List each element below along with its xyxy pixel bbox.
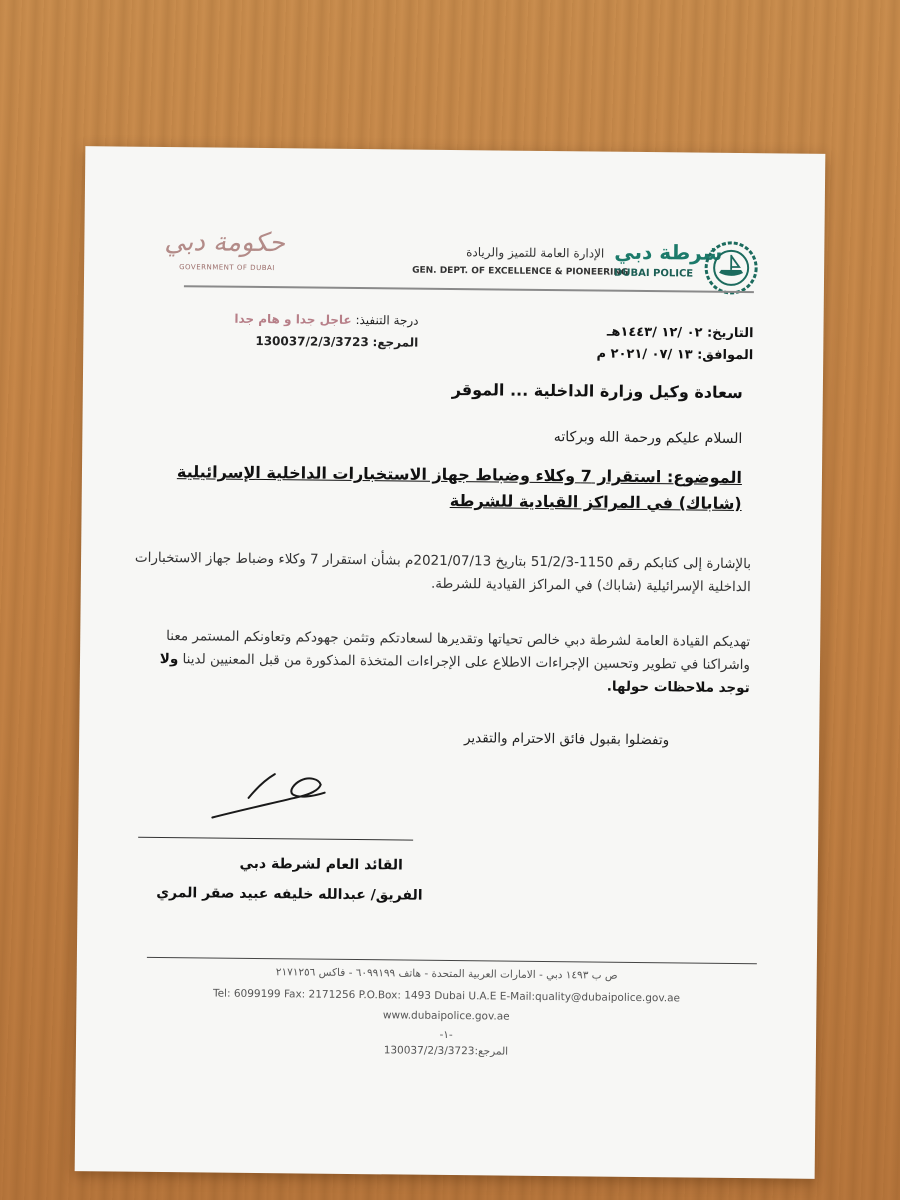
handwritten-signature (208, 765, 339, 826)
date-gregorian: الموافق: ١٣ /٠٧ /٢٠٢١ م (596, 346, 754, 364)
header-divider (184, 285, 754, 293)
classification-block (178, 307, 418, 354)
reference-label: المرجع: (372, 335, 419, 350)
date-block (596, 322, 753, 368)
body-paragraph-2-text: تهديكم القيادة العامة لشرطة دبي خالص تحياتها وتقديرها لسعادتكم وتثمن جهودكم وتعاونكم المستمر معنا واشراكنا في تطوير وتحسين الإجراءات الاطلاع على الإجراءات المتخذة المذكورة من قبل المعنيين لدينا (166, 628, 751, 674)
footer-website: www.dubaipolice.gov.ae (382, 1009, 510, 1023)
closing-line: وتفضلوا بقبول فائق الاحترام والتقدير (463, 730, 670, 749)
body-paragraph-2-emphasis: ولا توجد ملاحظات حولها. (159, 650, 750, 697)
reference-line (178, 329, 418, 354)
body-paragraph-2 (130, 625, 751, 700)
body-paragraph-1: بالإشارة إلى كتابكم رقم 1150-51/2/3 بتاريخ 2021/07/13م بشأن استقرار 7 وكلاء وضباط جهاز الاستخبارات الداخلية الإسرائيلية (شاباك) في المراكز القيادية للشرطة. (134, 549, 752, 596)
greeting: السلام عليكم ورحمة الله وبركاته (553, 429, 743, 448)
signatory-name: الفريق/ عبدالله خليفه عبيد صقر المري (156, 884, 423, 904)
footer-address-arabic: ص ب ١٤٩٣ دبي - الامارات العربية المتحدة - هاتف ٦٠٩٩١٩٩ - فاكس ٢١٧١٢٥٦ (275, 966, 618, 982)
footer-divider (147, 957, 757, 964)
urgency-value: عاجل جدا و هام جدا (234, 311, 352, 327)
urgency-label: درجة التنفيذ: (355, 312, 419, 328)
signatory-title: القائد العام لشرطة دبي (239, 855, 403, 874)
department-name-arabic: الإدارة العامة للتميز والريادة (466, 245, 605, 261)
footer-reference: المرجع:130037/2/3/3723 (383, 1044, 509, 1058)
date-hijri: التاريخ: ٠٢ /١٢ /١٤٤٣هـ (606, 324, 754, 342)
page-number: -١- (439, 1028, 453, 1042)
government-logo-english: GOVERNMENT OF DUBAI (179, 263, 275, 273)
government-logo-arabic: حكومة دبي (164, 226, 286, 259)
reference-value: 130037/2/3/3723 (255, 333, 369, 350)
police-name-english: DUBAI POLICE (614, 267, 694, 280)
department-name-english: GEN. DEPT. OF EXCELLENCE & PIONEERING (412, 265, 629, 278)
subject-line: الموضوع: استقرار 7 وكلاء وضباط جهاز الاستخبارات الداخلية الإسرائيلية (شاباك) في المراكز القيادية للشرطة (176, 462, 743, 514)
footer-contact-english: Tel: 6099199 Fax: 2171256 P.O.Box: 1493 Dubai U.A.E E-Mail:quality@dubaipolice.gov.ae (212, 987, 681, 1005)
letter-page (75, 146, 826, 1179)
signature-line (138, 837, 413, 841)
urgency-line (178, 307, 418, 332)
addressee: سعادة وكيل وزارة الداخلية ... الموقر (451, 380, 743, 403)
dubai-police-emblem-icon (704, 241, 759, 296)
police-name-arabic: شرطة دبي (614, 239, 723, 265)
